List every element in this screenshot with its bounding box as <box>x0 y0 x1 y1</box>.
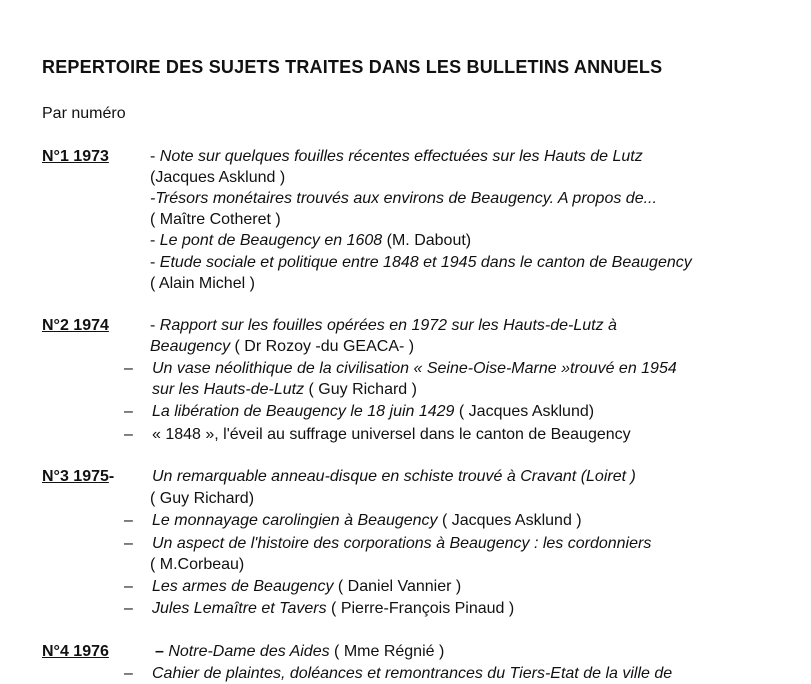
entry-line: Le monnayage carolingien à Beaugency ( Jacques Asklund ) <box>152 512 582 529</box>
entry-line: « 1848 », l'éveil au suffrage universel dans le canton de Beaugency <box>152 426 631 443</box>
issue-number: N°3 1975- <box>42 468 115 485</box>
bullet-dash: – <box>124 403 133 420</box>
page-title: REPERTOIRE DES SUJETS TRAITES DANS LES BULLETINS ANNUELS <box>42 57 663 77</box>
entry-line: ( Alain Michel ) <box>150 275 255 292</box>
entry-line: - Note sur quelques fouilles récentes effectuées sur les Hauts de Lutz <box>150 148 643 165</box>
entry-line: Jules Lemaître et Tavers ( Pierre-François Pinaud ) <box>152 600 515 617</box>
entry-line: Un aspect de l'histoire des corporations à Beaugency : les cordonniers <box>152 535 652 552</box>
page-subtitle: Par numéro <box>42 105 126 122</box>
bullet-dash: – <box>124 535 133 552</box>
entry-line: (Jacques Asklund ) <box>150 169 286 186</box>
bullet-dash: – <box>124 600 133 617</box>
issue-number: N°1 1973 <box>42 148 109 165</box>
entry-line: -Trésors monétaires trouvés aux environs de Beaugency. A propos de... <box>150 190 657 207</box>
entry-line: Cahier de plaintes, doléances et remontrances du Tiers-Etat de la ville de <box>152 665 673 682</box>
issue-number-dash: - <box>108 468 115 485</box>
issue-number: N°2 1974 <box>42 317 109 334</box>
bullet-dash: – <box>124 578 133 595</box>
entry-line: Beaugency ( Dr Rozoy -du GEACA- ) <box>150 338 415 355</box>
bullet-dash: – <box>124 426 133 443</box>
entry-line: Un vase néolithique de la civilisation « Seine-Oise-Marne »trouvé en 1954 <box>152 360 677 377</box>
entry-line: – Notre-Dame des Aides ( Mme Régnié ) <box>155 643 445 660</box>
entry-line: sur les Hauts-de-Lutz ( Guy Richard ) <box>152 381 417 398</box>
bullet-dash: – <box>124 665 133 682</box>
entry-line: - Etude sociale et politique entre 1848 et 1945 dans le canton de Beaugency <box>150 254 692 271</box>
entry-line: Les armes de Beaugency ( Daniel Vannier ) <box>152 578 462 595</box>
entry-line: Un remarquable anneau-disque en schiste trouvé à Cravant (Loiret ) <box>152 468 636 485</box>
entry-line: - Rapport sur les fouilles opérées en 1972 sur les Hauts-de-Lutz à <box>150 317 617 334</box>
issue-number: N°4 1976 <box>42 643 109 660</box>
bullet-dash: – <box>124 512 133 529</box>
bullet-dash: – <box>124 360 133 377</box>
entry-line: ( M.Corbeau) <box>150 556 245 573</box>
entry-line: La libération de Beaugency le 18 juin 1429 ( Jacques Asklund) <box>152 403 595 420</box>
entry-line: ( Maître Cotheret ) <box>150 211 281 228</box>
entry-line: - Le pont de Beaugency en 1608 (M. Dabout) <box>150 232 472 249</box>
entry-line: ( Guy Richard) <box>150 490 255 507</box>
